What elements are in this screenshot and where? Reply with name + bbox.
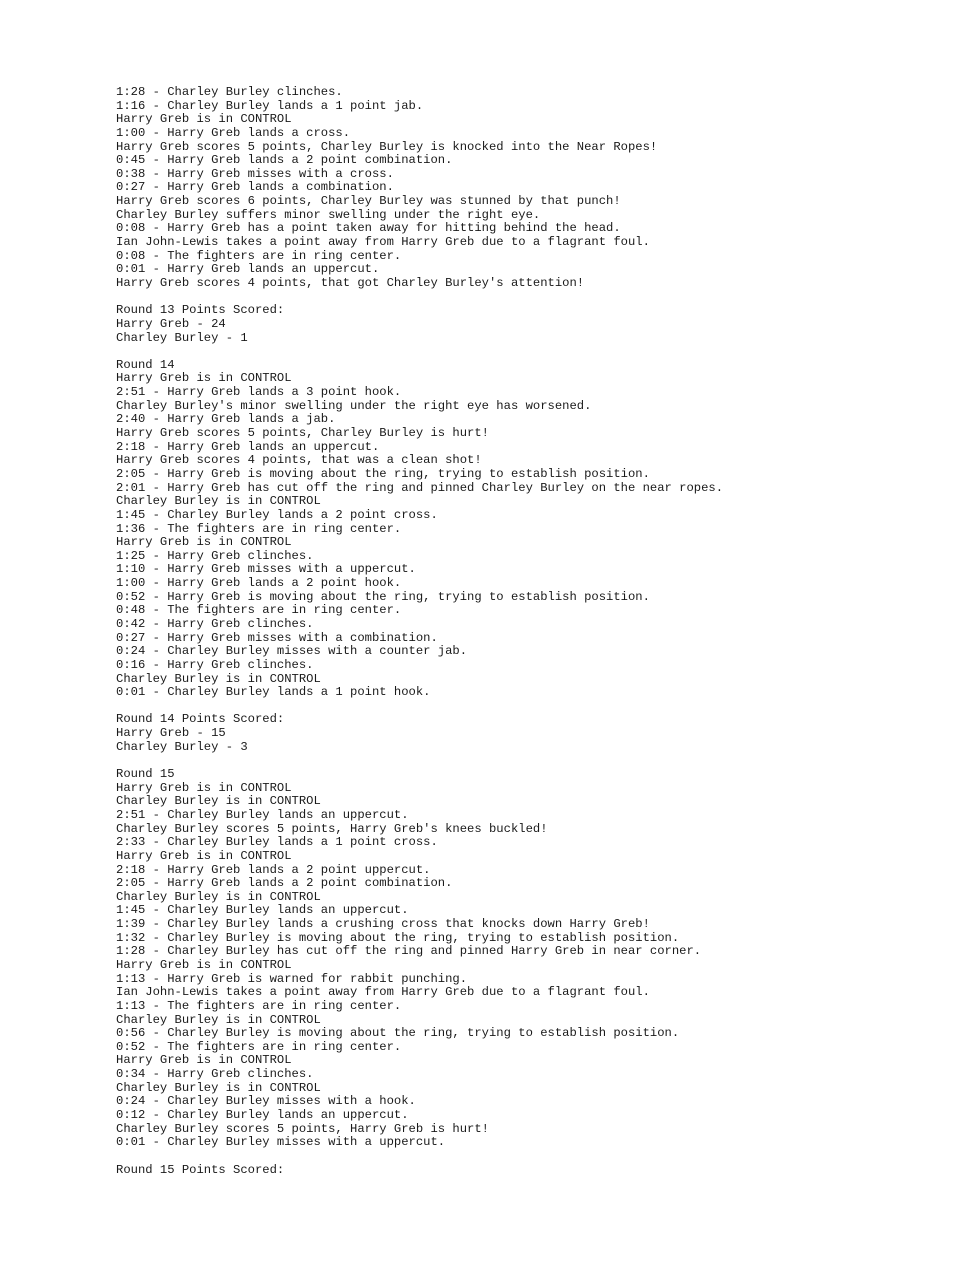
event-line: 0:42 - Harry Greb clinches.	[116, 616, 314, 631]
event-line: 1:13 - Harry Greb is warned for rabbit punching.	[116, 971, 468, 986]
log-line: Charley Burley scores 5 points, Harry Greb is hurt!	[116, 1121, 489, 1136]
event-line: 0:48 - The fighters are in ring center.	[116, 603, 402, 618]
event-line: 0:01 - Charley Burley lands a 1 point hook.	[116, 685, 431, 700]
log-line: Charley Burley is in CONTROL	[116, 494, 321, 509]
log-line: Charley Burley is in CONTROL	[116, 1012, 321, 1027]
event-line: 1:25 - Harry Greb clinches.	[116, 548, 314, 563]
event-line: 1:45 - Charley Burley lands a 2 point cross.	[116, 507, 438, 522]
event-line: 2:51 - Harry Greb lands a 3 point hook.	[116, 385, 402, 400]
blank-line	[116, 291, 966, 305]
log-line: Charley Burley is in CONTROL	[116, 671, 321, 686]
event-line: 2:01 - Harry Greb has cut off the ring and pinned Charley Burley on the near ropes.	[116, 480, 724, 495]
score-line: Harry Greb - 15	[116, 726, 226, 741]
event-line: 0:16 - Harry Greb clinches.	[116, 657, 314, 672]
event-line: 1:00 - Harry Greb lands a cross.	[116, 125, 351, 140]
event-line: 0:27 - Harry Greb lands a combination.	[116, 180, 394, 195]
event-line: 0:01 - Harry Greb lands an uppercut.	[116, 262, 380, 277]
fight-log	[116, 86, 966, 1177]
blank-line	[116, 700, 966, 714]
score-line: Harry Greb - 24	[116, 316, 226, 331]
event-line: 1:16 - Charley Burley lands a 1 point jab.	[116, 98, 424, 113]
event-line: 1:45 - Charley Burley lands an uppercut.	[116, 903, 409, 918]
event-line: 0:01 - Charley Burley misses with a uppercut.	[116, 1135, 446, 1150]
round-score-heading: Round 13 Points Scored:	[116, 303, 285, 318]
event-line: 0:12 - Charley Burley lands an uppercut.	[116, 1108, 409, 1123]
event-line: 0:52 - Harry Greb is moving about the ring, trying to establish position.	[116, 589, 650, 604]
log-line: Harry Greb is in CONTROL	[116, 780, 292, 795]
event-line: 0:08 - The fighters are in ring center.	[116, 248, 402, 263]
event-line: 0:45 - Harry Greb lands a 2 point combination.	[116, 153, 453, 168]
log-line: Charley Burley is in CONTROL	[116, 1080, 321, 1095]
event-line: 0:56 - Charley Burley is moving about the ring, trying to establish position.	[116, 1026, 680, 1041]
event-line: 0:24 - Charley Burley misses with a counter jab.	[116, 644, 468, 659]
round-heading: Round 15	[116, 767, 175, 782]
event-line: 1:32 - Charley Burley is moving about the ring, trying to establish position.	[116, 930, 680, 945]
event-line: 1:10 - Harry Greb misses with a uppercut.	[116, 562, 416, 577]
log-line: Ian John-Lewis takes a point away from Harry Greb due to a flagrant foul.	[116, 985, 650, 1000]
blank-line	[116, 345, 966, 359]
event-line: 0:27 - Harry Greb misses with a combination.	[116, 630, 438, 645]
event-line: 1:36 - The fighters are in ring center.	[116, 521, 402, 536]
event-line: 2:33 - Charley Burley lands a 1 point cross.	[116, 835, 438, 850]
log-line: Harry Greb is in CONTROL	[116, 848, 292, 863]
log-line: Ian John-Lewis takes a point away from Harry Greb due to a flagrant foul.	[116, 235, 650, 250]
log-line: Charley Burley is in CONTROL	[116, 794, 321, 809]
event-line: 1:28 - Charley Burley clinches.	[116, 85, 343, 99]
score-line: Charley Burley - 1	[116, 330, 248, 345]
log-line: Harry Greb is in CONTROL	[116, 112, 292, 127]
event-line: 2:05 - Harry Greb lands a 2 point combination.	[116, 876, 453, 891]
event-line: 2:18 - Harry Greb lands an uppercut.	[116, 439, 380, 454]
event-line: 0:24 - Charley Burley misses with a hook.	[116, 1094, 416, 1109]
log-line: Harry Greb scores 4 points, that got Charley Burley's attention!	[116, 275, 585, 290]
log-line: Harry Greb scores 6 points, Charley Burley was stunned by that punch!	[116, 194, 621, 209]
blank-line	[116, 1150, 966, 1164]
event-line: 2:40 - Harry Greb lands a jab.	[116, 412, 336, 427]
event-line: 1:28 - Charley Burley has cut off the ring and pinned Harry Greb in near corner.	[116, 944, 702, 959]
log-line: Harry Greb scores 5 points, Charley Burley is knocked into the Near Ropes!	[116, 139, 658, 154]
log-line: Harry Greb is in CONTROL	[116, 1053, 292, 1068]
log-line: Harry Greb scores 4 points, that was a clean shot!	[116, 453, 482, 468]
event-line: 2:51 - Charley Burley lands an uppercut.	[116, 807, 409, 822]
event-line: 0:34 - Harry Greb clinches.	[116, 1067, 314, 1082]
round-heading: Round 14	[116, 357, 175, 372]
log-line: Charley Burley suffers minor swelling under the right eye.	[116, 207, 541, 222]
round-score-heading: Round 14 Points Scored:	[116, 712, 285, 727]
event-line: 1:13 - The fighters are in ring center.	[116, 998, 402, 1013]
event-line: 0:08 - Harry Greb has a point taken away for hitting behind the head.	[116, 221, 621, 236]
event-line: 1:39 - Charley Burley lands a crushing cross that knocks down Harry Greb!	[116, 917, 650, 932]
log-line: Charley Burley scores 5 points, Harry Greb's knees buckled!	[116, 821, 548, 836]
event-line: 2:05 - Harry Greb is moving about the ring, trying to establish position.	[116, 466, 650, 481]
log-line: Charley Burley is in CONTROL	[116, 889, 321, 904]
log-line: Charley Burley's minor swelling under the right eye has worsened.	[116, 398, 592, 413]
event-line: 0:52 - The fighters are in ring center.	[116, 1039, 402, 1054]
log-line: Harry Greb is in CONTROL	[116, 958, 292, 972]
log-line: Harry Greb is in CONTROL	[116, 535, 292, 550]
round-score-heading: Round 15 Points Scored:	[116, 1162, 285, 1177]
event-line: 0:38 - Harry Greb misses with a cross.	[116, 166, 394, 181]
score-line: Charley Burley - 3	[116, 739, 248, 754]
log-line: Harry Greb is in CONTROL	[116, 371, 292, 386]
blank-line	[116, 754, 966, 768]
event-line: 2:18 - Harry Greb lands a 2 point uppercut.	[116, 862, 431, 877]
log-line: Harry Greb scores 5 points, Charley Burley is hurt!	[116, 426, 489, 441]
event-line: 1:00 - Harry Greb lands a 2 point hook.	[116, 576, 402, 591]
